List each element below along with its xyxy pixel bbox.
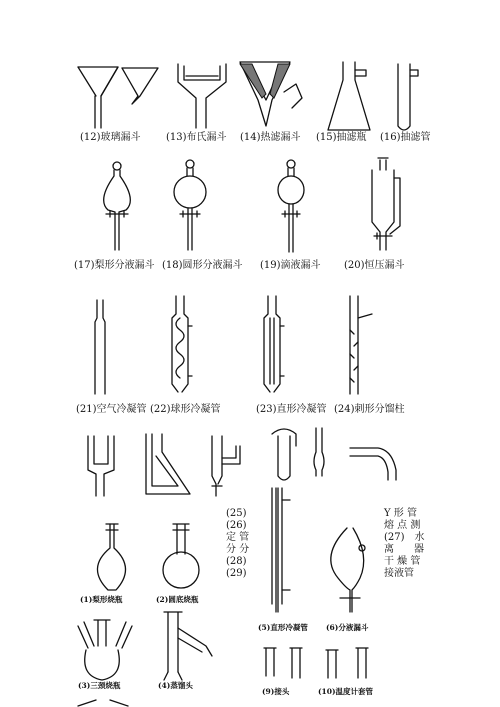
air-condenser-drawing [95,300,105,394]
side-right-line: 干 燥 管 [384,556,421,567]
side-left-line: (25) [226,508,247,519]
three-neck-flask-drawing [78,620,132,680]
water-separator-drawing [212,436,240,496]
buchner-funnel-drawing [178,64,226,128]
lower-separatory-funnel-drawing [331,528,365,612]
label-adapter: (9)接头 [262,687,290,696]
hot-filtration-funnel-drawing [240,62,302,126]
side-right-line: 接液管 [384,568,414,579]
thermometer-adapter-drawing [326,648,368,678]
distillation-head-drawing [164,612,212,680]
label-pear-flask: (1)梨形烧瓶 [80,595,123,604]
label-thermometer-adapter: (10)温度计套管 [318,687,374,696]
label-allihn-condenser: (22)球形冷凝管 [150,404,221,415]
pressure-funnel-drawing [372,158,400,250]
label-lower-condenser: (5)直形冷凝管 [258,623,308,632]
label-round-separatory-funnel: (18)圆形分液漏斗 [162,260,243,271]
liebig-condenser-drawing [264,296,284,392]
pear-separatory-funnel-drawing [104,162,131,250]
label-pear-separatory-funnel: (17)梨形分液漏斗 [74,260,155,271]
partial-bottom-drawing [78,700,128,706]
thiele-tube-drawing [146,434,190,494]
label-hot-filtration-funnel: (14)热滤漏斗 [240,132,301,143]
side-left-line: 定 管 [226,532,250,543]
label-three-neck-flask: (3)三颈烧瓶 [78,681,121,690]
label-lower-separatory-funnel: (6)分液漏斗 [326,623,369,632]
label-liebig-condenser: (23)直形冷凝管 [256,404,327,415]
round-bottom-flask-drawing [163,524,199,588]
side-left-line: 分 分 [226,544,250,555]
pear-flask-drawing [97,524,125,590]
side-right-line: (27) 水 [384,532,425,543]
label-air-condenser: (21)空气冷凝管 [76,404,147,415]
drying-tube-drawing [272,428,324,480]
label-round-bottom-flask: (2)圆底烧瓶 [156,595,199,604]
receiver-adapter-drawing [350,448,396,480]
label-distillation-head: (4)蒸馏头 [158,681,193,690]
label-dropping-funnel: (19)滴液漏斗 [260,260,321,271]
side-right-line: Y 形 管 [384,508,417,519]
side-left-line: (29) [226,568,247,579]
label-pressure-funnel: (20)恒压漏斗 [344,260,405,271]
vigreux-column-drawing [350,296,372,394]
side-left-line: (28) [226,556,247,567]
label-suction-tube: (16)抽滤管 [380,132,431,143]
adapter-drawing [264,648,302,678]
side-text-left [226,508,249,580]
y-tube-drawing [88,436,114,496]
side-right-line: 熔 点 测 [384,520,421,531]
side-left-line: (26) [226,520,247,531]
label-buchner-funnel: (13)布氏漏斗 [166,132,227,143]
label-suction-flask: (15)抽滤瓶 [316,132,367,143]
round-separatory-funnel-drawing [174,160,206,250]
side-text-right [384,508,425,580]
suction-tube-drawing [398,64,418,130]
side-right-line: 离 器 [384,544,424,555]
glass-funnel-drawing [78,67,158,128]
lower-condenser-drawing [272,488,290,612]
label-vigreux-column: (24)刺形分馏柱 [334,404,405,415]
dropping-funnel-drawing [278,160,304,252]
suction-flask-drawing [328,62,370,130]
allihn-condenser-drawing [172,296,192,392]
label-glass-funnel: (12)玻璃漏斗 [80,132,141,143]
